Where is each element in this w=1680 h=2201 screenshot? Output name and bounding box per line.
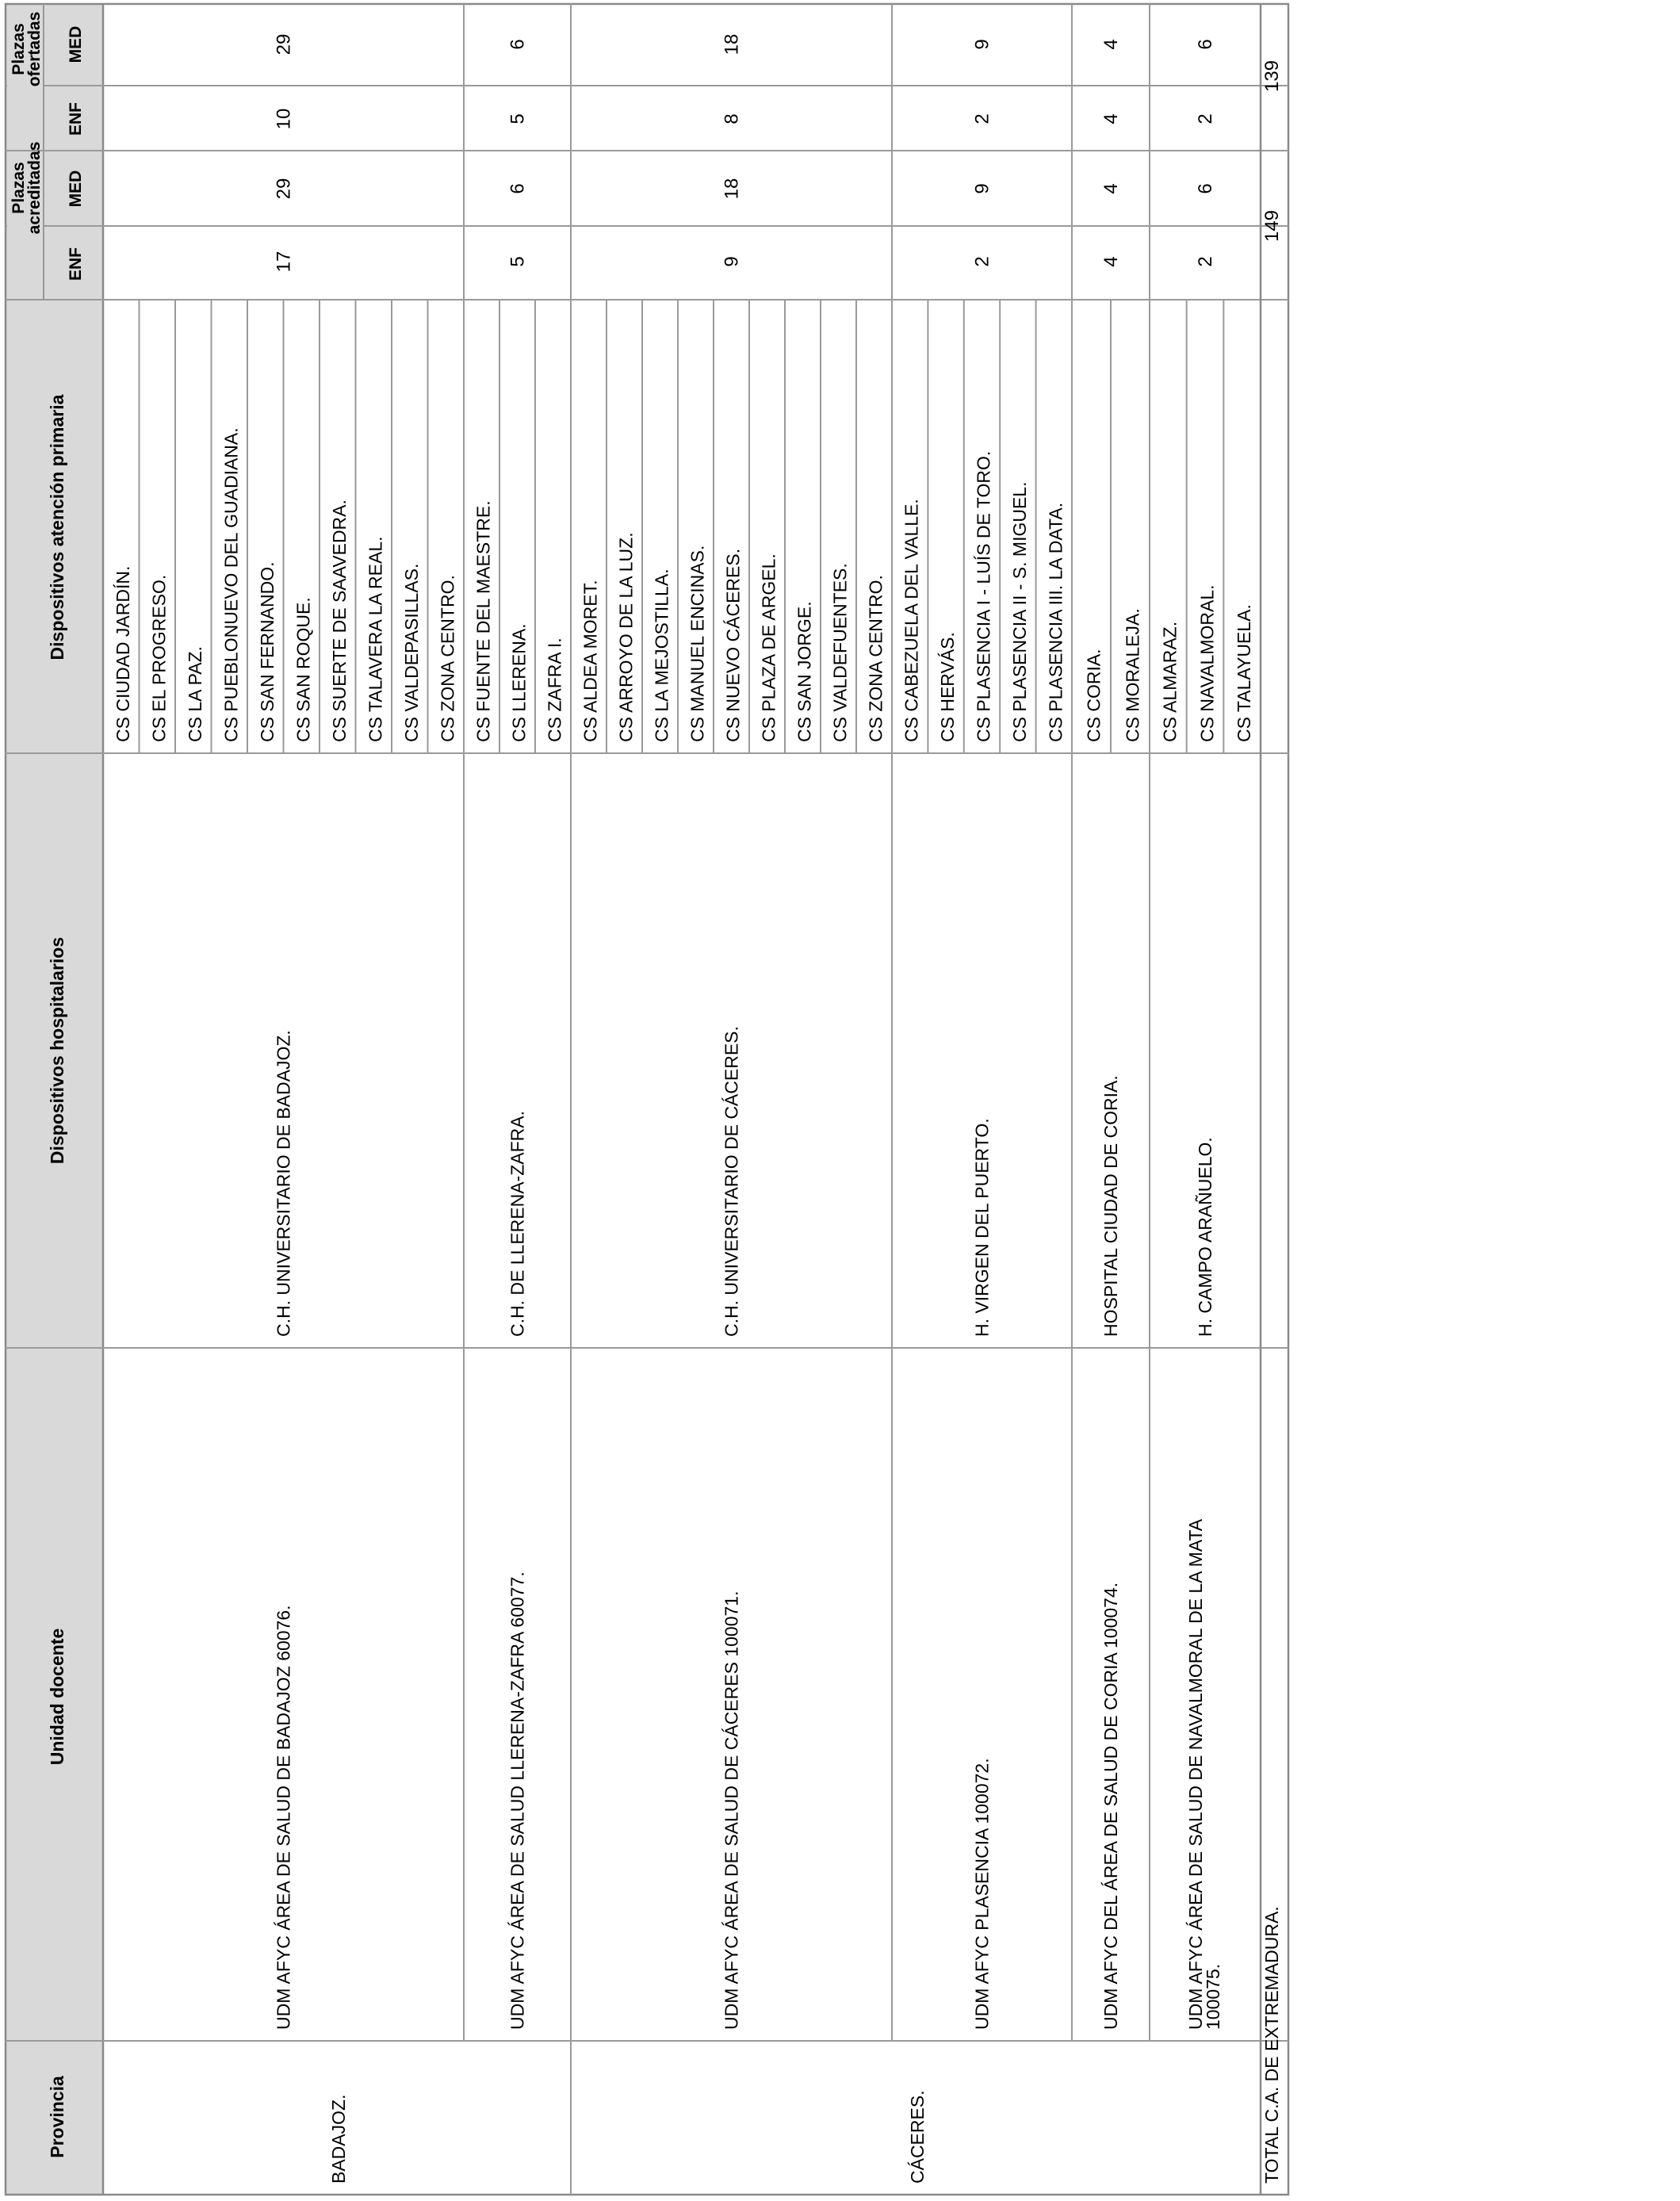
hospital-name: C.H. UNIVERSITARIO DE CÁCERES.: [721, 1026, 742, 1337]
ofertadas-enf-value: 2: [971, 113, 993, 124]
header-acreditadas-2: acreditadas: [25, 141, 44, 235]
acreditadas-enf-value: 9: [721, 256, 743, 267]
primary-center-name: CS ALMARAZ.: [1159, 621, 1181, 742]
header-acreditadas-1: Plazas: [10, 162, 28, 214]
primary-center-name: CS SUERTE DE SAAVEDRA.: [328, 500, 350, 742]
primary-center-name: CS LA PAZ.: [184, 645, 205, 742]
primary-center-name: CS TALAVERA LA REAL.: [365, 536, 386, 742]
primary-center-name: CS FUENTE DEL MAESTRE.: [473, 500, 494, 742]
primary-center-name: CS CABEZUELA DEL VALLE.: [901, 499, 922, 742]
header-acr-med: MED: [67, 170, 85, 208]
hospital-name: HOSPITAL CIUDAD DE CORIA.: [1100, 1075, 1121, 1337]
header-unidad-docente: Unidad docente: [47, 1628, 67, 1766]
unidad-docente-name: UDM AFYC ÁREA DE SALUD DE BADAJOZ 60076.: [273, 1605, 294, 2030]
unidad-docente-name: UDM AFYC ÁREA DE SALUD DE CÁCERES 100071.: [721, 1590, 742, 2030]
acreditadas-enf-value: 4: [1100, 256, 1122, 267]
acreditadas-med-value: 9: [971, 183, 993, 194]
header-of-med: MED: [67, 25, 85, 63]
primary-center-name: CS HERVÁS.: [937, 632, 959, 742]
ofertadas-enf-value: 4: [1100, 113, 1122, 124]
ofertadas-med-value: 6: [507, 39, 529, 50]
hospital-name: H. VIRGEN DEL PUERTO.: [971, 1118, 993, 1337]
primary-center-name: CS TALAYUELA.: [1233, 604, 1254, 742]
acreditadas-med-value: 6: [1195, 183, 1216, 194]
province-caceres: CÁCERES.: [907, 2090, 928, 2184]
primary-center-name: CS ZAFRA I.: [544, 637, 565, 742]
primary-center-name: CS ARROYO DE LA LUZ.: [615, 532, 637, 742]
ofertadas-enf-value: 2: [1195, 113, 1216, 124]
primary-center-name: CS SAN FERNANDO.: [256, 561, 277, 742]
acreditadas-med-value: 29: [273, 178, 295, 200]
acreditadas-enf-value: 5: [507, 256, 529, 267]
primary-center-name: CS VALDEFUENTES.: [829, 563, 851, 742]
primary-center-name: CS PLASENCIA III. LA DATA.: [1045, 502, 1066, 742]
header-ofertadas-2: ofertadas: [25, 11, 44, 87]
ofertadas-enf-value: 10: [273, 108, 295, 130]
unidad-docente-name: UDM AFYC ÁREA DE SALUD DE NAVALMORAL DE LA MATA: [1185, 1518, 1206, 2030]
header-dispositivos-hospitalarios: Dispositivos hospitalarios: [47, 936, 67, 1165]
primary-center-name: CS ZONA CENTRO.: [865, 575, 886, 742]
primary-center-name: CS SAN JORGE.: [794, 601, 815, 742]
header-dispositivos-atencion-primaria: Dispositivos atención primaria: [47, 394, 67, 660]
unidad-docente-name: UDM AFYC DEL ÁREA DE SALUD DE CORIA 100074.: [1100, 1582, 1121, 2030]
acreditadas-med-value: 4: [1100, 183, 1122, 194]
primary-center-name: CS NUEVO CÁCERES.: [722, 548, 744, 742]
hospital-name: H. CAMPO ARAÑUELO.: [1195, 1137, 1215, 1337]
ofertadas-enf-value: 8: [721, 113, 743, 124]
primary-center-name: CS PLAZA DE ARGEL.: [758, 553, 779, 742]
acreditadas-med-value: 18: [721, 178, 743, 200]
ofertadas-med-value: 29: [273, 33, 295, 56]
acreditadas-med-value: 6: [507, 183, 529, 194]
ofertadas-med-value: 4: [1100, 39, 1122, 50]
unidad-docente-name: UDM AFYC ÁREA DE SALUD LLERENA-ZAFRA 60077.: [507, 1571, 528, 2030]
primary-center-name: CS MORALEJA.: [1122, 608, 1143, 742]
total-label: TOTAL C.A. DE EXTREMADURA.: [1261, 1906, 1282, 2184]
ofertadas-med-value: 6: [1195, 39, 1216, 50]
header-ofertadas-1: Plazas: [10, 23, 28, 75]
primary-center-name: CS VALDEPASILLAS.: [400, 563, 422, 742]
acreditadas-enf-value: 2: [1195, 256, 1216, 267]
primary-center-name: CS SAN ROQUE.: [293, 597, 314, 742]
hospital-name: C.H. DE LLERENA-ZAFRA.: [507, 1111, 528, 1337]
header-acr-enf: ENF: [67, 247, 85, 281]
primary-center-name: CS PUEBLONUEVO DEL GUADIANA.: [220, 427, 242, 742]
primary-center-name: CS CORIA.: [1083, 649, 1104, 742]
primary-center-name: CS NAVALMORAL.: [1196, 584, 1218, 742]
unidad-docente-name: UDM AFYC PLASENCIA 100072.: [971, 1758, 993, 2030]
primary-center-name: CS EL PROGRESO.: [148, 574, 170, 742]
primary-center-name: CS CIUDAD JARDÍN.: [112, 565, 133, 742]
acreditadas-enf-value: 2: [971, 256, 993, 267]
header-provincia: Provincia: [47, 2076, 67, 2158]
province-badajoz: BADAJOZ.: [328, 2094, 349, 2184]
header-of-enf: ENF: [67, 102, 85, 136]
ofertadas-med-value: 18: [721, 33, 743, 56]
primary-center-name: CS LA MEJOSTILLA.: [651, 568, 672, 742]
total-ofertadas: 139: [1261, 59, 1283, 93]
acreditadas-enf-value: 17: [273, 251, 295, 273]
primary-center-name: CS PLASENCIA I - LUÍS DE TORO.: [973, 450, 994, 742]
ofertadas-med-value: 9: [971, 39, 993, 50]
primary-center-name: CS ALDEA MORET.: [580, 580, 601, 742]
unidad-docente-name: 100075.: [1203, 1963, 1223, 2030]
primary-center-name: CS MANUEL ENCINAS.: [687, 545, 708, 742]
primary-center-name: CS ZONA CENTRO.: [437, 575, 458, 742]
primary-center-name: CS LLERENA.: [508, 623, 530, 742]
total-acreditadas: 149: [1261, 209, 1283, 243]
table-border: [6, 4, 1288, 2195]
primary-center-name: CS PLASENCIA II - S. MIGUEL.: [1008, 481, 1030, 742]
hospital-name: C.H. UNIVERSITARIO DE BADAJOZ.: [273, 1030, 294, 1337]
ofertadas-enf-value: 5: [507, 113, 529, 124]
